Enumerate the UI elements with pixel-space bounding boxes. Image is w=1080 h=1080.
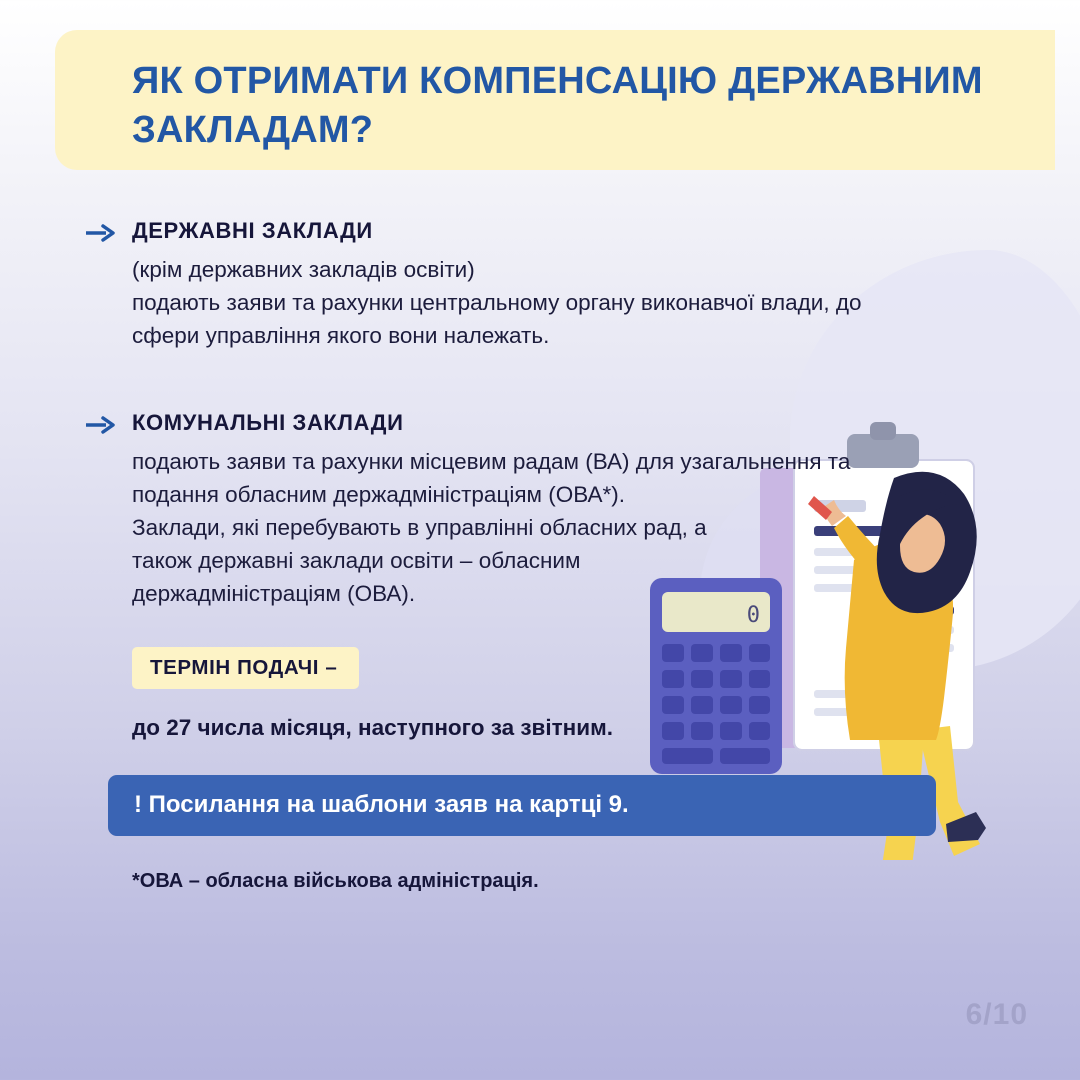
section-body [132,445,892,610]
section-heading: КОМУНАЛЬНІ ЗАКЛАДИ [132,410,404,436]
header-band [55,30,1055,170]
page-title: ЯК ОТРИМАТИ КОМПЕНСАЦІЮ ДЕРЖАВНИМ ЗАКЛАДАМ? [132,60,983,151]
deadline-section [132,647,1020,689]
svg-text:0: 0 [746,603,760,628]
arrow-right-icon [86,416,116,434]
paragraph: подають заяви та рахунки місцевим радам (ВА) для узагальнення та подання обласним держадміністраціям (ОВА*). [132,449,851,508]
section-heading: ДЕРЖАВНІ ЗАКЛАДИ [132,218,373,243]
page-counter: 6/10 [965,998,1028,1031]
note-banner: ! Посилання на шаблони заяв на картці 9. [108,775,936,836]
paragraph: подають заяви та рахунки центральному органу виконавчої влади, до сфери управління якого вони належать. [132,290,862,349]
paragraph: Заклади, які перебувають в управлінні обласних рад, а також державні заклади освіти – обласним держадміністраціям (ОВА). [132,515,707,607]
section-body [132,253,892,352]
section-state-institutions [86,196,1020,352]
arrow-right-icon [86,224,116,242]
footnote: *ОВА – обласна військова адміністрація. [132,869,539,892]
paragraph: (крім державних закладів освіти) [132,257,475,282]
deadline-label: ТЕРМІН ПОДАЧІ – [132,647,359,689]
content-area [0,196,1080,893]
deadline-value: до 27 числа місяця, наступного за звітним. [132,714,613,740]
section-municipal-institutions [86,388,1020,610]
